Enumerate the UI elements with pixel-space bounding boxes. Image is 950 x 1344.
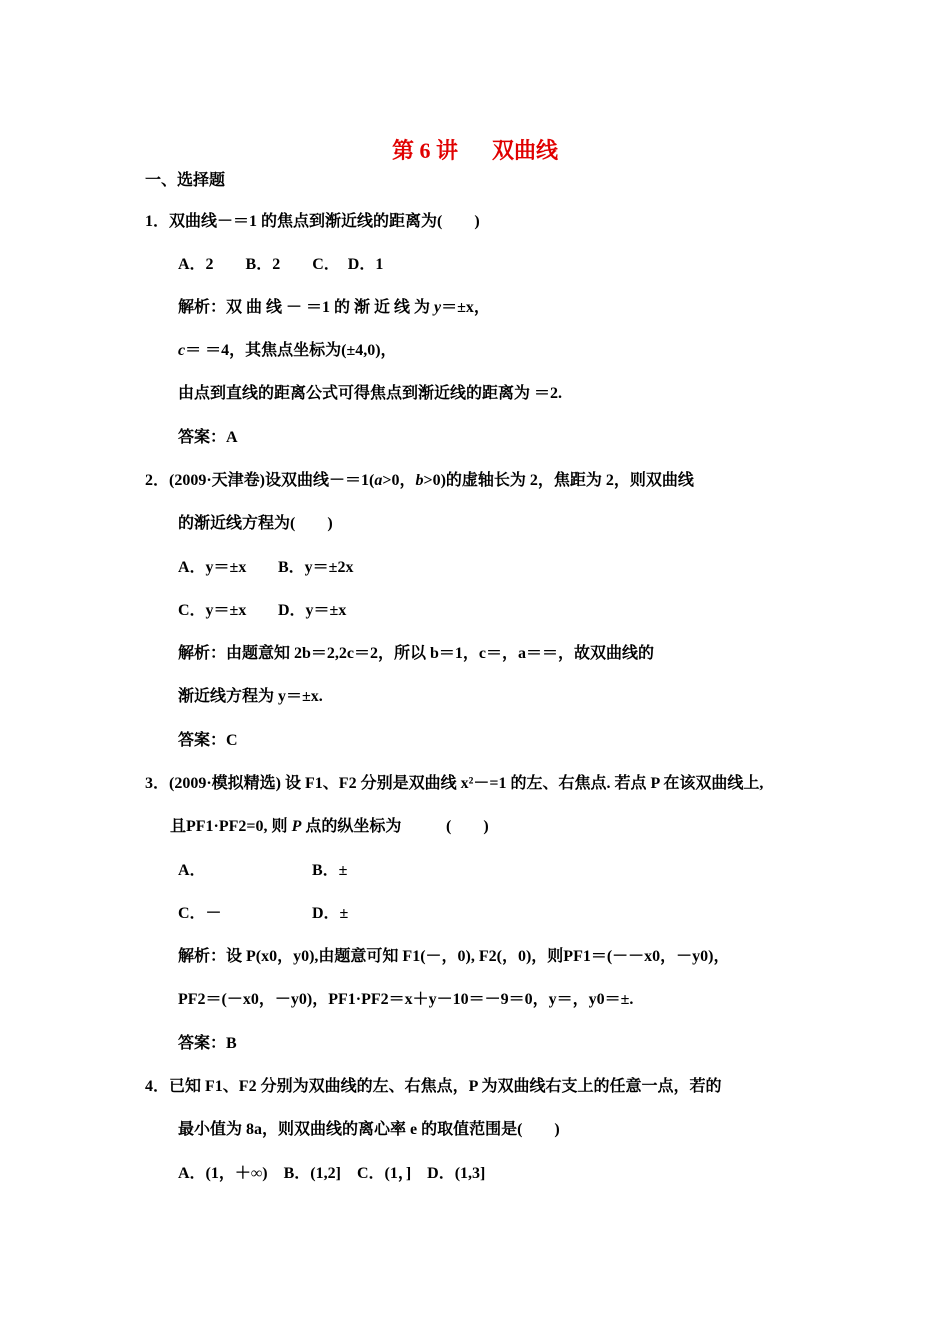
q4-stem: 4．已知 F1、F2 分别为双曲线的左、右焦点，P 为双曲线右支上的任意一点，若的 bbox=[145, 1078, 722, 1095]
q4-stem-line2: 最小值为 8a，则双曲线的离心率 e 的取值范围是( ) bbox=[178, 1121, 560, 1138]
q1-solution-line1: 解析：双 曲 线 － ＝1 的 渐 近 线 为 y＝±x， bbox=[178, 299, 490, 316]
q2-option-d: D．y＝±x bbox=[278, 602, 347, 619]
q4-options: A．(1，＋∞) B．(1,2] C．(1，] D．(1,3] bbox=[178, 1165, 486, 1182]
q2-answer: 答案：C bbox=[178, 732, 238, 749]
q3-stem: 3．(2009·模拟精选) 设 F1、F2 分别是双曲线 x²－=1 的左、右焦点. 若点 P 在该双曲线上, bbox=[145, 775, 764, 792]
q3-option-c: C．－ bbox=[178, 905, 222, 922]
q1-solution-line2: c＝ ＝4，其焦点坐标为(±4,0)， bbox=[178, 342, 397, 359]
q1-answer: 答案：A bbox=[178, 429, 238, 446]
q2-option-b: B．y＝±2x bbox=[278, 559, 354, 576]
q1-solution-line3: 由点到直线的距离公式可得焦点到渐近线的距离为 ＝2. bbox=[178, 385, 563, 402]
q3-option-a: A． bbox=[178, 862, 206, 879]
lecture-number: 第 6 讲 bbox=[391, 138, 458, 163]
page-title bbox=[0, 134, 950, 165]
q2-solution-line2: 渐近线方程为 y＝±x. bbox=[178, 688, 323, 705]
lecture-topic: 双曲线 bbox=[492, 138, 559, 163]
q2-option-a: A．y＝±x bbox=[178, 559, 247, 576]
q3-stem-line2: 且PF1·PF2=0, 则 P 点的纵坐标为 bbox=[170, 818, 402, 835]
q3-answer: 答案：B bbox=[178, 1035, 237, 1052]
q2-option-c: C．y＝±x bbox=[178, 602, 247, 619]
q2-stem: 2．(2009·天津卷)设双曲线－＝1(a>0，b>0)的虚轴长为 2，焦距为 2，则双曲线 bbox=[145, 472, 694, 489]
q1-options: A．2 B．2 C． D．1 bbox=[178, 256, 384, 273]
q2-stem-line2: 的渐近线方程为( ) bbox=[178, 515, 333, 532]
section-heading: 一、选择题 bbox=[145, 172, 226, 189]
q3-solution-line1: 解析：设 P(x0，y0),由题意可知 F1(－，0), F2(，0)，则PF1＝(－－x0，－y0)， bbox=[178, 948, 730, 965]
q1-stem: 1．双曲线－＝1 的焦点到渐近线的距离为( ) bbox=[145, 213, 480, 230]
q3-option-b: B．± bbox=[312, 862, 348, 879]
q3-answer-blank: ( ) bbox=[446, 818, 489, 835]
q3-solution-line2: PF2＝(－x0，－y0)，PF1·PF2＝x＋y－10＝－9＝0，y＝，y0＝±. bbox=[178, 991, 634, 1008]
q3-option-d: D．± bbox=[312, 905, 349, 922]
q2-solution-line1: 解析：由题意知 2b＝2,2c＝2，所以 b＝1，c＝，a＝＝，故双曲线的 bbox=[178, 645, 655, 662]
